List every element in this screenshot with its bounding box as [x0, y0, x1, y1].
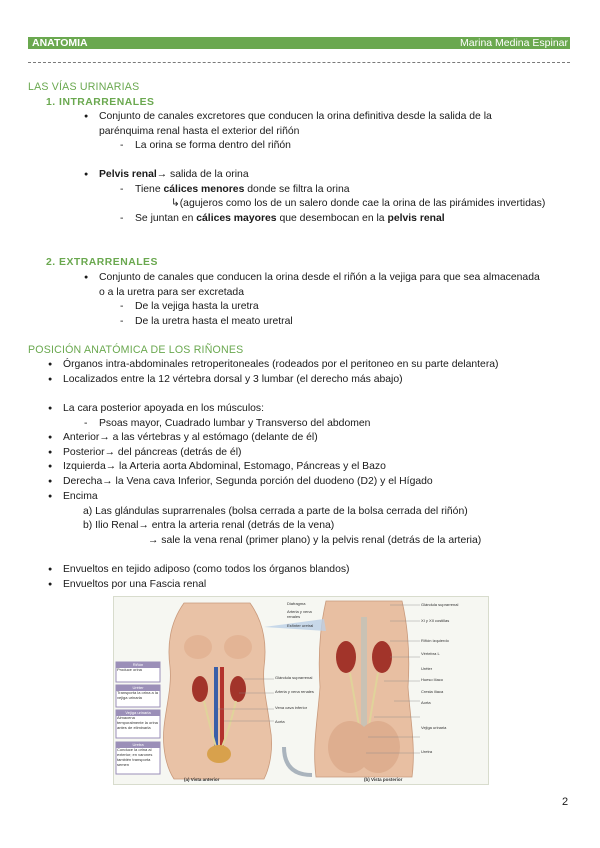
label-arteria-front: Arteria y vena renales — [275, 689, 314, 694]
mayores-mid: que desembocan en la — [276, 213, 388, 224]
bullet-extra-desc-1: ● Conjunto de canales que conducen la orina desde el riñón a la vejiga para que sea almacenada — [99, 271, 540, 284]
bullet-extra-desc-2: o a la uretra para ser excretada — [99, 287, 244, 298]
caption-anterior: (a) Vista anterior — [184, 777, 220, 782]
legend-uretra-text: Conduce la orina al exterior; en varones también transporta semen — [117, 747, 153, 767]
section-title-vias: LAS VÍAS URINARIAS — [28, 81, 140, 93]
legend-rinon — [117, 662, 159, 672]
bullet-tejido-adiposo: ● Envueltos en tejido adiposo (como todos los órganos blandos) — [63, 563, 350, 576]
dash-musculos: - Psoas mayor, Cuadrado lumbar y Transverso del abdomen — [99, 417, 370, 430]
item-a-glandulas: a) Las glándulas suprarrenales (bolsa cerrada a parte de la bolsa cerrada del riñón) — [83, 506, 468, 517]
urinary-system-figure — [113, 596, 489, 785]
mayores-pre: Se juntan en — [135, 213, 197, 224]
bullet-cara-posterior: ● La cara posterior apoyada en los músculos: — [63, 402, 264, 415]
term-pelvis-renal-2: pelvis renal — [387, 213, 445, 224]
calices-pre: Tiene — [135, 184, 164, 195]
bullet-pelvis-renal — [99, 168, 249, 181]
label-costillas: XI y XII costillas — [421, 618, 450, 623]
calices-post: donde se filtra la orina — [244, 184, 350, 195]
legend-rinon-title: Riñón — [132, 662, 144, 667]
dash-calices-mayores — [135, 212, 445, 225]
bullet-encima: ● Encima — [63, 490, 98, 503]
dash-orina-forma: - La orina se forma dentro del riñón — [135, 139, 291, 152]
bullet-intra-desc-1: ● Conjunto de canales excretores que conducen la orina definitiva desde la salida de la — [99, 110, 492, 123]
label-aorta-front: Aorta — [275, 719, 285, 724]
bullet-fascia-renal: ● Envueltos por una Fascia renal — [63, 578, 206, 591]
pelvis-desc: → salida de la orina — [156, 169, 249, 180]
term-calices-mayores: cálices mayores — [196, 213, 277, 224]
legend-rinon-text: Produce orina — [117, 667, 142, 672]
bullet-anterior: ● Anterior→ a las vértebras y al estómago (delante de él) — [63, 431, 318, 444]
legend-ureter-text: Transporta la orina a la vejiga urinaria — [117, 690, 158, 700]
caption-posterior: (b) Vista posterior — [364, 777, 403, 782]
dash-calices-menores — [135, 183, 350, 196]
author-name: Marina Medina Espinar — [460, 37, 568, 49]
legend-ureter-title: Uréter — [132, 685, 144, 690]
label-glandula-front: Glándula suprarrenal — [275, 675, 313, 680]
label-glandula-back: Glándula suprarrenal — [421, 602, 459, 607]
label-vertebra: Vértebra L — [421, 651, 440, 656]
header-divider — [28, 62, 570, 63]
legend-vejiga-text: Almacena temporalmente la orina antes de eliminarla — [117, 715, 158, 730]
term-calices-menores: cálices menores — [163, 184, 245, 195]
legend-uretra-title: Uretra — [132, 742, 144, 747]
bullet-posterior: ● Posterior→ del páncreas (detrás de él) — [63, 446, 241, 459]
label-rinon-izq: Riñón izquierdo — [421, 638, 449, 643]
bullet-intra-desc-2: parénquima renal hasta el exterior del riñón — [99, 126, 300, 137]
note-salero: ↳(agujeros como los de un salero donde cae la orina de las pirámides invertidas) — [171, 198, 546, 209]
legend-uretra — [117, 742, 159, 767]
label-vejiga-back: Vejiga urinaria — [421, 725, 447, 730]
bullet-izquierda: ● Izquierda→ la Arteria aorta Abdominal, Estomago, Páncreas y el Bazo — [63, 460, 386, 473]
bullet-localizados: ● Localizados entre la 12 vértebra dorsal y 3 lumbar (el derecho más abajo) — [63, 373, 403, 386]
item-b-ilio-renal: b) Ilio Renal→ entra la arteria renal (detrás de la vena) — [83, 520, 335, 531]
heading-intrarrenales: 1. INTRARRENALES — [46, 97, 155, 108]
label-uretra-back: Uretra — [421, 749, 433, 754]
subject-title: ANATOMIA — [32, 37, 88, 49]
label-arteria-back: Arteria y vena renales — [287, 609, 312, 619]
page-number: 2 — [562, 796, 569, 808]
bullet-derecha: ● Derecha→ la Vena cava Inferior, Segunda porción del duodeno (D2) y el Hígado — [63, 475, 433, 488]
label-cava-front: Vena cava inferior — [275, 705, 308, 710]
item-b-vena-renal: → sale la vena renal (primer plano) y la pelvis renal (detrás de la arteria) — [148, 535, 482, 546]
dash-uretra-meato: - De la uretra hasta el meato uretral — [135, 315, 293, 328]
label-diafragma: Diafragma — [287, 601, 306, 606]
heading-extrarrenales: 2. EXTRARRENALES — [46, 257, 158, 268]
label-cresta: Cresta ilíaca — [421, 689, 444, 694]
dash-vejiga-uretra: - De la vejiga hasta la uretra — [135, 300, 259, 313]
legend-ureter — [117, 685, 159, 700]
bullet-retroperitoneales: ● Órganos intra-abdominales retroperitoneales (rodeados por el peritoneo en su parte delantera) — [63, 358, 499, 371]
label-ureter-back: Uréter — [421, 666, 433, 671]
label-aorta-back: Aorta — [421, 700, 431, 705]
label-hueso-iliaco: Hueso ilíaco — [421, 677, 444, 682]
label-esfinter: Esfínter uretral — [287, 623, 314, 628]
legend-vejiga — [117, 710, 159, 730]
header-bar — [28, 37, 570, 49]
legend-vejiga-title: Vejiga urinaria — [125, 710, 151, 715]
section-title-posicion: POSICIÓN ANATÓMICA DE LOS RIÑONES — [28, 344, 244, 356]
term-pelvis-renal: Pelvis renal — [99, 169, 157, 180]
